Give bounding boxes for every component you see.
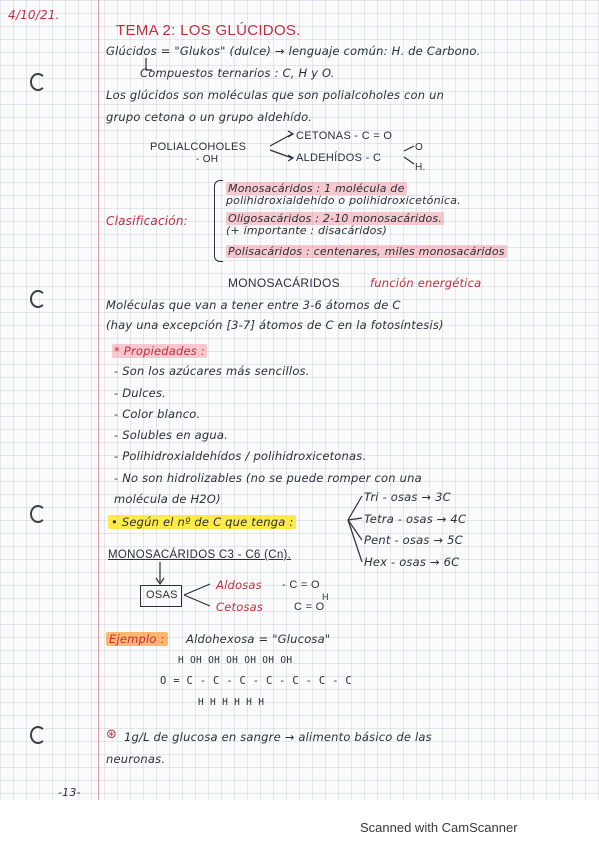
prop-item: - Son los azúcares más sencillos.: [114, 364, 310, 378]
aldosas-label: Aldosas: [216, 578, 262, 592]
prop-item: - Polihidroxialdehídos / polihidroxicetonas.: [114, 449, 367, 463]
polialcoholes-label: POLIALCOHOLES: [150, 141, 247, 153]
glucose-chain: O = C - C - C - C - C - C - C: [160, 675, 353, 687]
osas-item-hex: Hex - osas → 6C: [364, 555, 460, 569]
aldosas-hydrogen: H: [322, 592, 329, 602]
note-line-2: neuronas.: [106, 752, 166, 766]
cetosas-group: C = O: [294, 601, 325, 613]
aldehidos-label: ALDEHÍDOS - C: [296, 152, 382, 164]
segun-line: • Según el nº de C que tenga :: [108, 515, 296, 529]
classification-brace: [214, 180, 223, 262]
prop-item: - Solubles en agua.: [114, 428, 228, 442]
binder-hole-mark: [30, 505, 46, 523]
note-line-1: 1g/L de glucosa en sangre → alimento básico de las: [124, 730, 432, 744]
mono-line-1: Moléculas que van a tener entre 3-6 átomos de C: [106, 298, 401, 312]
osas-item-pent: Pent - osas → 5C: [364, 533, 463, 547]
clasif-oligo-1: Oligosacáridos : 2-10 monosacáridos.: [228, 212, 443, 225]
clasificacion-label: Clasificación:: [106, 214, 188, 228]
mono-heading: MONOSACÁRIDOS: [228, 276, 340, 290]
clasif-oligo-2: (+ importante : disacáridos): [226, 224, 388, 237]
clasif-mono-1: Monosacáridos : 1 molécula de: [228, 182, 405, 195]
binder-hole-mark: [30, 290, 46, 308]
star-icon: ⊛: [106, 727, 117, 742]
ejemplo-text: Aldohexosa = "Glucosa": [186, 632, 331, 646]
prop-item: molécula de H2O): [114, 492, 221, 506]
aldosas-group: - C = O: [282, 579, 320, 591]
propiedades-heading: * Propiedades :: [114, 344, 205, 358]
mono-formula: MONOSACÁRIDOS C3 - C6 (Cn).: [108, 549, 292, 561]
page-title: TEMA 2: LOS GLÚCIDOS.: [116, 22, 301, 39]
compuestos-line: Compuestos ternarios : C, H y O.: [140, 66, 335, 80]
mono-line-2: (hay una excepción [3-7] átomos de C en la fotosíntesis): [106, 318, 444, 332]
glucose-top-row: H OH OH OH OH OH OH: [178, 655, 293, 666]
clasif-mono-2: polihidroxialdehído o polihidroxicetónica.: [226, 194, 461, 207]
date: 4/10/21.: [8, 8, 60, 22]
aldehido-hydrogen: H.: [415, 162, 426, 173]
prop-item: - Color blanco.: [114, 407, 201, 421]
aldehido-oxygen: O: [415, 142, 424, 153]
page-number: -13-: [58, 786, 81, 799]
definition-line-2: grupo cetona o un grupo aldehído.: [106, 110, 313, 124]
definition-line-1: Los glúcidos son moléculas que son polialcoholes con un: [106, 88, 445, 102]
scanner-credit: Scanned with CamScanner: [360, 820, 518, 835]
oh-label: - OH: [196, 154, 219, 165]
cetonas-label: CETONAS - C = O: [296, 130, 393, 142]
osas-item-tetra: Tetra - osas → 4C: [364, 512, 467, 526]
cetosas-label: Cetosas: [216, 600, 264, 614]
clasif-poli: Polisacáridos : centenares, miles monosacáridos: [228, 245, 505, 258]
mono-function: función energética: [370, 276, 482, 290]
osas-item-tri: Tri - osas → 3C: [364, 490, 451, 504]
binder-hole-mark: [30, 726, 46, 744]
osas-box-label: OSAS: [146, 589, 178, 601]
glucose-bottom-row: H H H H H H: [198, 697, 265, 708]
binder-hole-mark: [30, 73, 46, 91]
margin-line: [98, 0, 99, 800]
ejemplo-label: Ejemplo :: [106, 632, 168, 646]
etymology-line: Glúcidos = "Glukos" (dulce) → lenguaje común: H. de Carbono.: [106, 44, 481, 58]
prop-item: - No son hidrolizables (no se puede romper con una: [114, 471, 422, 485]
prop-item: - Dulces.: [114, 386, 166, 400]
